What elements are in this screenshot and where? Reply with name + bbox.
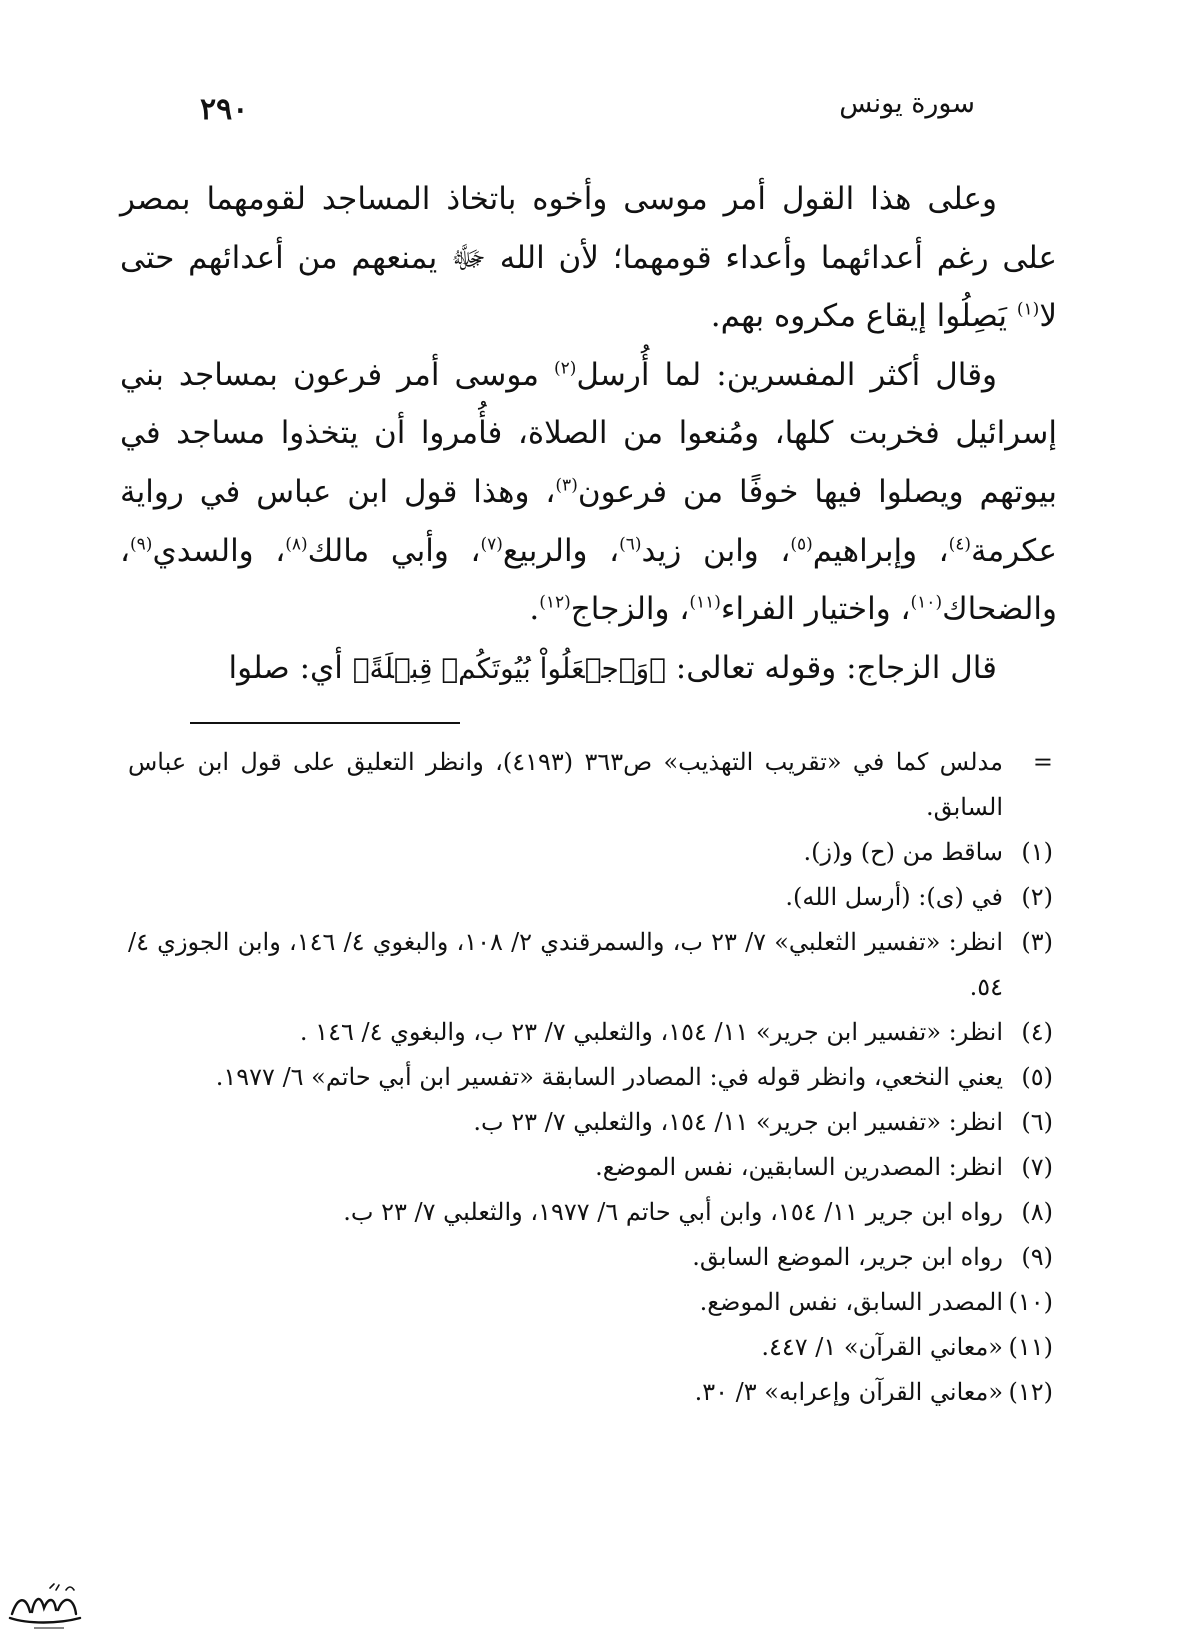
footnote-ref-7: (٧) <box>480 534 503 555</box>
paragraph-2-text-b: موسى أمر فرعون بمساجد بني إسرائيل فخربت كلها، ومُنعوا من الصلاة، فأُمروا أن يتخذوا مساجد في بيوتهم ويصلوا فيها خوفًا من فرعون <box>120 356 1057 510</box>
paragraph-2-text-j: ، واختيار الفراء <box>720 591 911 628</box>
footnote-text: انظر: «تفسير ابن جرير» ١١/ ١٥٤، والثعلبي ٧/ ٢٣ ب. <box>473 1108 1003 1136</box>
footnote-ref-2: (٢) <box>553 358 577 379</box>
footnote-9 <box>128 1235 1053 1280</box>
footnote-10 <box>128 1280 1053 1325</box>
footnote-number: (١٠) <box>1008 1288 1053 1316</box>
paragraph-2-text-k: ، والزجاج <box>570 591 690 628</box>
footnote-number: (١١) <box>1008 1333 1053 1361</box>
paragraph-2-text-g: ، وأبي مالك <box>307 532 481 569</box>
footnote-number: (١) <box>1021 838 1053 866</box>
paragraph-2-text-d: ، وإبراهيم <box>812 532 949 569</box>
paragraph-1-text-a: وعلى هذا القول أمر موسى وأخوه باتخاذ المساجد لقومهما بمصر على رغم أعدائهما وأعداء قومهما؛ لأن الله ﷻ يمنعهم من أعدائهم حتى لا <box>120 181 1057 335</box>
footnote-number: (١٢) <box>1008 1378 1053 1406</box>
footnotes <box>128 740 1053 1415</box>
footnote-text: «معاني القرآن» ١/ ٤٤٧. <box>761 1333 1003 1361</box>
surah-name: سورة يونس <box>839 88 975 119</box>
footnote-text: انظر: «تفسير الثعلبي» ٧/ ٢٣ ب، والسمرقندي ٢/ ١٠٨، والبغوي ٤/ ١٤٦، وابن الجوزي ٤/ ٥٤. <box>128 928 1004 1001</box>
main-text <box>120 170 1057 698</box>
footnote-ref-11: (١١) <box>689 592 721 613</box>
footnote-text: رواه ابن جرير، الموضع السابق. <box>692 1243 1003 1271</box>
paragraph-2-text-f: ، والربيع <box>502 532 620 569</box>
watermark-stamp-icon <box>4 1578 84 1634</box>
footnote-3 <box>128 920 1053 1010</box>
paragraph-2 <box>120 346 1057 639</box>
footnote-number: (٤) <box>1021 1018 1053 1046</box>
footnote-number: (٨) <box>1021 1198 1053 1226</box>
footnote-ref-4: (٤) <box>948 534 972 555</box>
footnote-1 <box>128 830 1053 875</box>
footnote-divider <box>190 722 460 724</box>
paragraph-2-text-l: . <box>529 591 540 628</box>
footnote-8 <box>128 1190 1053 1235</box>
footnote-2 <box>128 875 1053 920</box>
footnote-text: ساقط من (ح) و(ز). <box>803 838 1003 866</box>
footnote-ref-5: (٥) <box>790 534 813 555</box>
footnote-ref-6: (٦) <box>619 534 642 555</box>
quran-quote: ﴿وَٱجۡعَلُواْ بُيُوتَكُمۡ قِبۡلَةً﴾ <box>352 651 666 685</box>
footnote-text: مدلس كما في «تقريب التهذيب» ص٣٦٣ (٤١٩٣)، وانظر التعليق على قول ابن عباس السابق. <box>128 748 1003 821</box>
paragraph-2-text-i: ، والضحاك <box>120 532 1057 628</box>
paragraph-3-text-a: قال الزجاج: وقوله تعالى: <box>665 649 997 686</box>
footnote-6 <box>128 1100 1053 1145</box>
footnote-12 <box>128 1370 1053 1415</box>
footnote-5 <box>128 1055 1053 1100</box>
footnote-number: = <box>1032 748 1053 776</box>
footnote-text: رواه ابن جرير ١١/ ١٥٤، وابن أبي حاتم ٦/ ١٩٧٧، والثعلبي ٧/ ٢٣ ب. <box>343 1198 1003 1226</box>
footnote-number: (٢) <box>1021 883 1053 911</box>
paragraph-2-text-c: ، وهذا قول ابن عباس في رواية عكرمة <box>120 473 1057 569</box>
footnote-text: «معاني القرآن وإعرابه» ٣/ ٣٠. <box>694 1378 1003 1406</box>
footnote-7 <box>128 1145 1053 1190</box>
footnote-ref-10: (١٠) <box>910 592 943 613</box>
footnote-ref-1: (١) <box>1016 299 1040 320</box>
footnote-ref-12: (١٢) <box>539 592 571 613</box>
paragraph-3 <box>120 639 1057 699</box>
footnote-continued <box>128 740 1053 830</box>
footnote-number: (٧) <box>1021 1153 1053 1181</box>
paragraph-2-text-a: وقال أكثر المفسرين: لما أُرسل <box>576 356 997 393</box>
footnote-number: (٦) <box>1021 1108 1053 1136</box>
footnote-number: (٣) <box>1021 928 1053 956</box>
footnote-text: انظر: المصدرين السابقين، نفس الموضع. <box>595 1153 1003 1181</box>
footnote-text: انظر: «تفسير ابن جرير» ١١/ ١٥٤، والثعلبي ٧/ ٢٣ ب، والبغوي ٤/ ١٤٦ . <box>299 1018 1003 1046</box>
paragraph-1-text-b: يَصِلُوا إيقاع مكروه بهم. <box>710 298 1017 335</box>
footnote-4 <box>128 1010 1053 1055</box>
paragraph-2-text-h: ، والسدي <box>152 532 286 569</box>
page-number: ٢٩٠ <box>200 92 249 127</box>
paragraph-2-text-e: ، وابن زيد <box>641 532 791 569</box>
footnote-number: (٩) <box>1021 1243 1053 1271</box>
footnote-ref-9: (٩) <box>130 534 153 555</box>
paragraph-1 <box>120 170 1057 346</box>
footnote-number: (٥) <box>1021 1063 1053 1091</box>
footnote-ref-3: (٣) <box>555 475 578 496</box>
footnote-text: في (ى): (أرسل الله). <box>785 883 1003 911</box>
footnote-text: المصدر السابق، نفس الموضع. <box>699 1288 1003 1316</box>
footnote-text: يعني النخعي، وانظر قوله في: المصادر السابقة «تفسير ابن أبي حاتم» ٦/ ١٩٧٧. <box>215 1063 1003 1091</box>
page-header <box>200 88 975 138</box>
paragraph-3-text-b: أي: صلوا <box>228 649 353 686</box>
footnote-11 <box>128 1325 1053 1370</box>
footnote-ref-8: (٨) <box>285 534 308 555</box>
